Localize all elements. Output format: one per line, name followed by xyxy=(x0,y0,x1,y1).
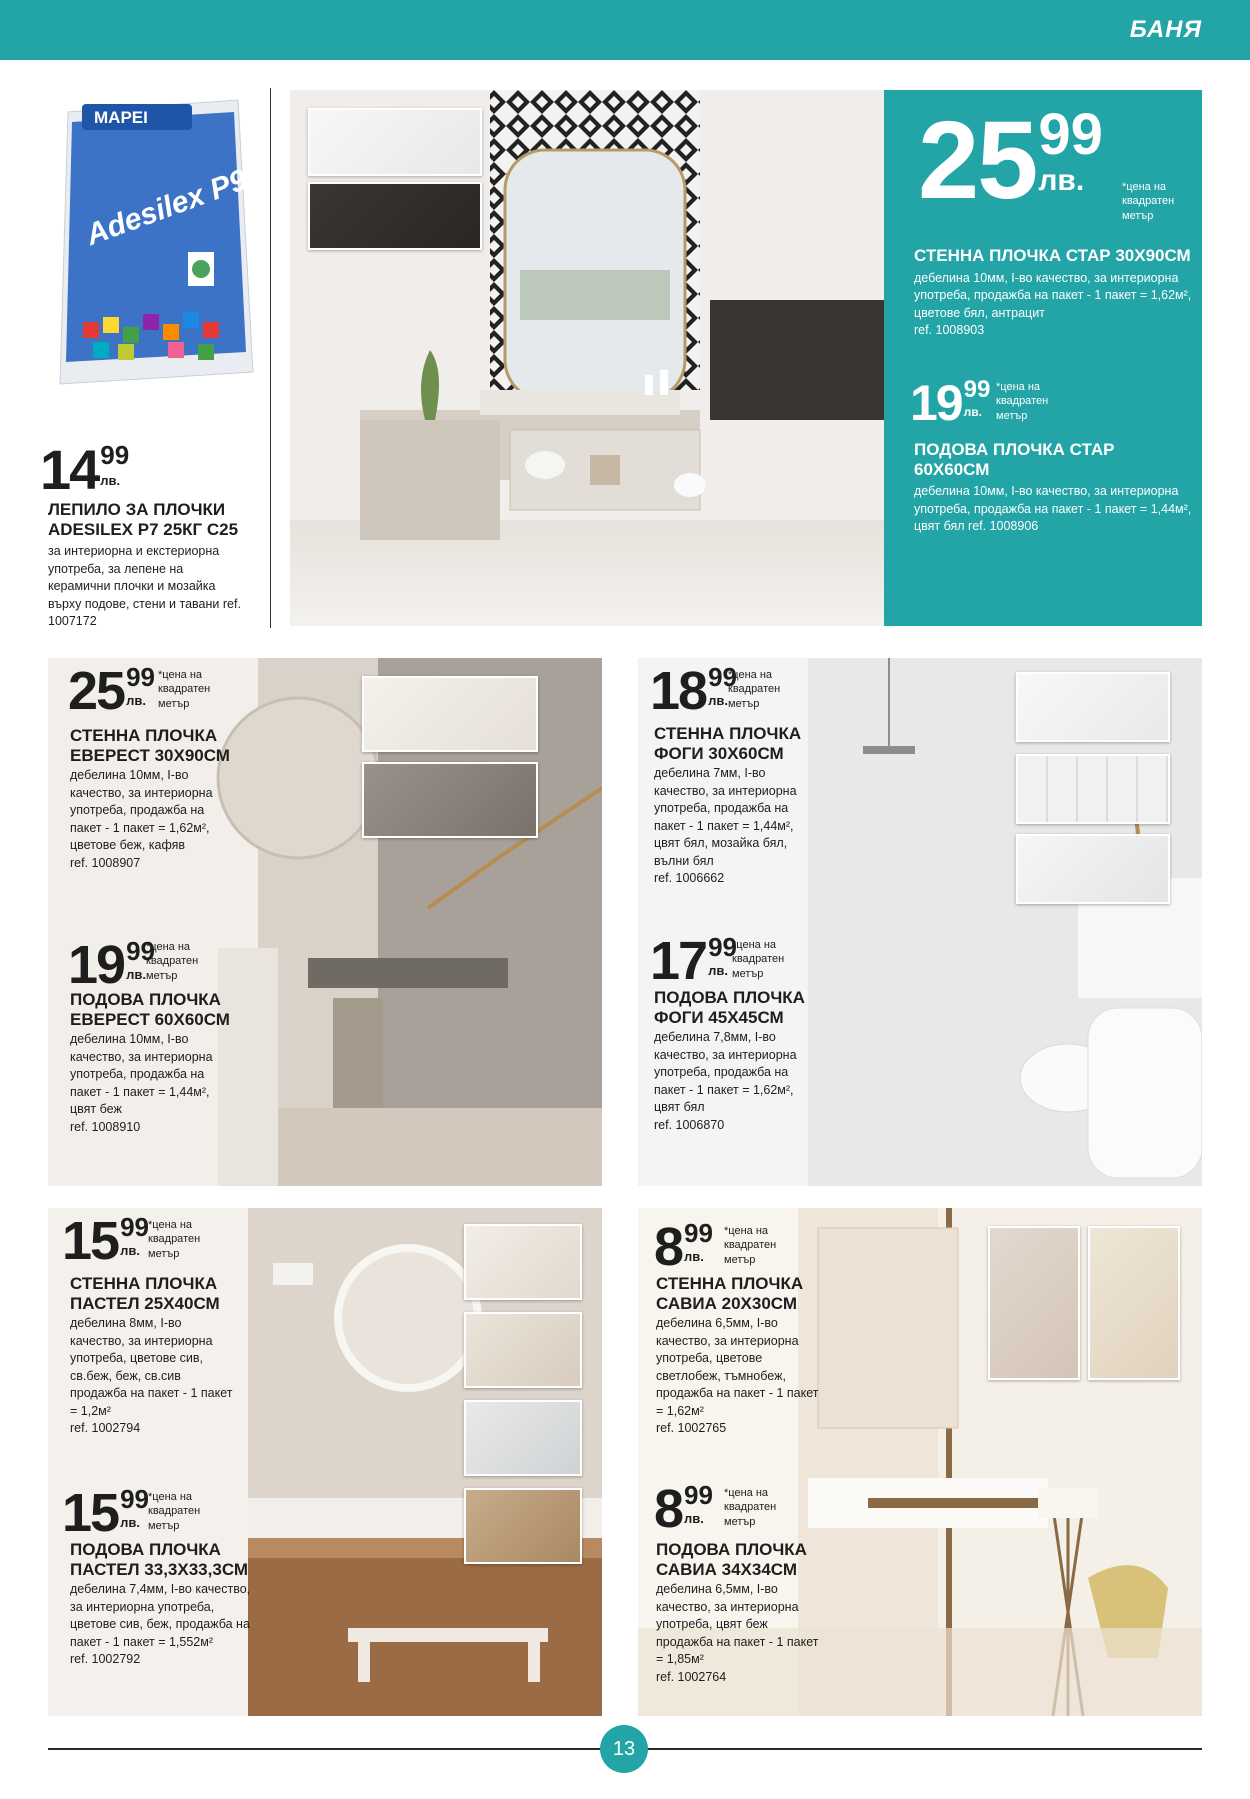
price-integer: 25 xyxy=(68,661,125,721)
price-integer: 18 xyxy=(650,661,707,721)
star-wall-price xyxy=(918,99,1103,222)
header-bar xyxy=(0,0,1250,60)
pastel-wall-description: дебелина 8мм, I-во качество, за интериорна употреба, цветове сив, св.беж, беж, св.сив продажба на пакет - 1 пакет = 1,2м² ref. 1002794 xyxy=(70,1316,233,1436)
savia-floor-price xyxy=(654,1479,713,1539)
price-cents: 99 xyxy=(126,662,155,692)
adhesive-description: за интериорна и екстериорна употреба, за лепене на керамични плочки и мозайка върху подове, стени и тавани ref. 1007172 xyxy=(48,544,241,629)
fogi-panel xyxy=(638,658,1202,1186)
everest-floor-title-2: ЕВЕРЕСТ 60Х60СМ xyxy=(70,1009,230,1029)
price-cents: 99 xyxy=(708,932,737,962)
currency: лв. xyxy=(708,693,728,708)
pastel-floor-description: дебелина 7,4мм, I-во качество, за интериорна употреба, цветове сив, беж, продажба на пакет - 1 пакет = 1,552м² ref. 1002792 xyxy=(70,1582,251,1667)
fogi-floor-price xyxy=(650,931,737,991)
fogi-wall-title-1: СТЕННА ПЛОЧКА xyxy=(654,724,802,743)
price-note: *цена на квадратен метър xyxy=(996,381,1049,422)
price-integer: 8 xyxy=(654,1479,683,1539)
savia-floor-title-1: ПОДОВА ПЛОЧКА xyxy=(656,1540,807,1559)
tile-swatch-everest-beige xyxy=(362,676,538,752)
price-cents: 99 xyxy=(684,1218,713,1248)
tile-swatch-fogi-white xyxy=(1016,672,1170,742)
everest-wall-price xyxy=(68,661,155,721)
everest-panel xyxy=(48,658,602,1186)
hero-price-panel xyxy=(884,90,1202,626)
price-integer: 15 xyxy=(62,1483,119,1543)
tile-swatch-fogi-waves xyxy=(1016,834,1170,904)
everest-wall-title-2: ЕВЕРЕСТ 30Х90СМ xyxy=(70,745,230,765)
price-cents: 99 xyxy=(120,1212,149,1242)
tile-swatch-savia-light xyxy=(988,1226,1080,1380)
everest-floor-description: дебелина 10мм, I-во качество, за интериорна употреба, продажба на пакет - 1 пакет = 1,44м², цвят беж ref. 1008910 xyxy=(70,1032,213,1134)
pastel-floor-title-2: ПАСТЕЛ 33,3Х33,3СМ xyxy=(70,1559,249,1579)
price-cents: 99 xyxy=(100,440,130,470)
everest-wall-title-1: СТЕННА ПЛОЧКА xyxy=(70,726,218,745)
price-note: *цена на квадратен метър xyxy=(724,1487,777,1528)
fogi-wall-title-2: ФОГИ 30Х60СМ xyxy=(654,743,784,763)
fogi-floor-title-2: ФОГИ 45Х45СМ xyxy=(654,1007,784,1027)
adhesive-title-1: ЛЕПИЛО ЗА ПЛОЧКИ xyxy=(48,500,226,519)
currency: лв. xyxy=(684,1249,704,1264)
tile-swatch-fogi-mosaic xyxy=(1016,754,1170,824)
price-integer: 8 xyxy=(654,1217,683,1277)
tile-swatch-anthracite xyxy=(308,182,482,250)
mapei-logo: MAPEI xyxy=(94,108,148,127)
pastel-wall-title-1: СТЕННА ПЛОЧКА xyxy=(70,1274,218,1293)
price-integer: 14 xyxy=(40,438,99,501)
price-integer: 15 xyxy=(62,1211,119,1271)
fogi-wall-price xyxy=(650,661,737,721)
currency: лв. xyxy=(963,405,982,419)
tile-swatch-everest-brown xyxy=(362,762,538,838)
price-cents: 99 xyxy=(708,662,737,692)
price-cents: 99 xyxy=(684,1480,713,1510)
price-cents: 99 xyxy=(120,1484,149,1514)
adhesive-bag-image xyxy=(48,92,258,392)
price-note: *цена на квадратен метър xyxy=(146,941,199,982)
price-note: *цена на квадратен метър xyxy=(724,1225,777,1266)
price-note: *цена на квадратен метър xyxy=(148,1491,201,1532)
currency: лв. xyxy=(708,963,728,978)
star-wall-description: дебелина 10мм, I-во качество, за интериорна употреба, продажба на пакет - 1 пакет = 1,62м², цветове бял, антрацит ref. 1008903 xyxy=(914,270,1192,338)
currency: лв. xyxy=(126,967,146,982)
savia-panel xyxy=(638,1208,1202,1716)
price-cents: 99 xyxy=(963,376,991,403)
price-note: *цена на квадратен метър xyxy=(148,1219,201,1260)
pastel-floor-price xyxy=(62,1483,149,1543)
page-number: 13 xyxy=(600,1725,648,1773)
pastel-floor-title-1: ПОДОВА ПЛОЧКА xyxy=(70,1540,221,1559)
savia-wall-price xyxy=(654,1217,713,1277)
fogi-wall-description: дебелина 7мм, I-во качество, за интериорна употреба, продажба на пакет - 1 пакет = 1,44м², цвят бял, мозайка бял, вълни бял ref. 1006662 xyxy=(654,766,797,886)
tile-swatch-pastel-3 xyxy=(464,1400,582,1476)
savia-wall-title-1: СТЕННА ПЛОЧКА xyxy=(656,1274,804,1293)
pastel-wall-title-2: ПАСТЕЛ 25Х40СМ xyxy=(70,1293,220,1313)
tile-swatch-savia-dark xyxy=(1088,1226,1180,1380)
tile-swatch-pastel-2 xyxy=(464,1312,582,1388)
price-integer: 19 xyxy=(68,935,125,995)
star-wall-title: СТЕННА ПЛОЧКА СТАР 30Х90СМ xyxy=(914,246,1191,265)
price-cents: 99 xyxy=(126,936,155,966)
adhesive-price xyxy=(40,438,130,501)
everest-floor-title-1: ПОДОВА ПЛОЧКА xyxy=(70,990,221,1009)
price-note: *цена на квадратен метър xyxy=(728,669,781,710)
fogi-floor-title-1: ПОДОВА ПЛОЧКА xyxy=(654,988,805,1007)
fogi-floor-description: дебелина 7,8мм, I-во качество, за интериорна употреба, продажба на пакет - 1 пакет = 1,62м², цвят бял ref. 1006870 xyxy=(654,1030,797,1132)
price-integer: 25 xyxy=(918,99,1037,222)
tile-swatch-white xyxy=(308,108,482,176)
savia-floor-description: дебелина 6,5мм, I-во качество, за интериорна употреба, цвят беж продажба на пакет - 1 пакет = 1,85м² ref. 1002764 xyxy=(656,1582,819,1684)
currency: лв. xyxy=(126,693,146,708)
savia-floor-title-2: САВИА 34Х34СМ xyxy=(656,1559,797,1579)
savia-wall-title-2: САВИА 20Х30СМ xyxy=(656,1293,797,1313)
bag-product-name: Adesilex P9 xyxy=(81,163,252,252)
hero-bathroom-photo xyxy=(290,90,884,626)
price-integer: 19 xyxy=(910,375,962,431)
currency: лв. xyxy=(120,1243,140,1258)
tile-swatch-pastel-1 xyxy=(464,1224,582,1300)
savia-wall-description: дебелина 6,5мм, I-во качество, за интериорна употреба, цветове светлобеж, тъмнобеж, продажба на пакет - 1 пакет = 1,62м² ref. 1002765 xyxy=(656,1316,819,1436)
star-floor-price xyxy=(910,375,991,431)
pastel-panel xyxy=(48,1208,602,1716)
price-note: *цена на квадратен метър xyxy=(158,669,211,710)
currency: лв. xyxy=(100,473,121,488)
price-cents: 99 xyxy=(1038,102,1103,167)
pastel-wall-price xyxy=(62,1211,149,1271)
everest-floor-price xyxy=(68,935,155,995)
adhesive-title-2: ADESILEX P7 25КГ C25 xyxy=(48,519,239,539)
column-divider xyxy=(270,88,271,628)
tile-swatch-pastel-4 xyxy=(464,1488,582,1564)
star-floor-title: ПОДОВА ПЛОЧКА СТАР 60Х60СМ xyxy=(914,440,1115,479)
currency: лв. xyxy=(1038,164,1085,197)
price-note: *цена на квадратен метър xyxy=(1122,181,1175,222)
currency: лв. xyxy=(120,1515,140,1530)
section-title: БАНЯ xyxy=(1129,16,1202,43)
star-floor-description: дебелина 10мм, I-во качество, за интериорна употреба, продажба на пакет - 1 пакет = 1,44м², цвят бял ref. 1008906 xyxy=(914,484,1192,534)
price-integer: 17 xyxy=(650,931,707,991)
everest-wall-description: дебелина 10мм, I-во качество, за интериорна употреба, продажба на пакет - 1 пакет = 1,62м², цветове беж, кафяв ref. 1008907 xyxy=(70,768,213,870)
price-note: *цена на квадратен метър xyxy=(732,939,785,980)
currency: лв. xyxy=(684,1511,704,1526)
